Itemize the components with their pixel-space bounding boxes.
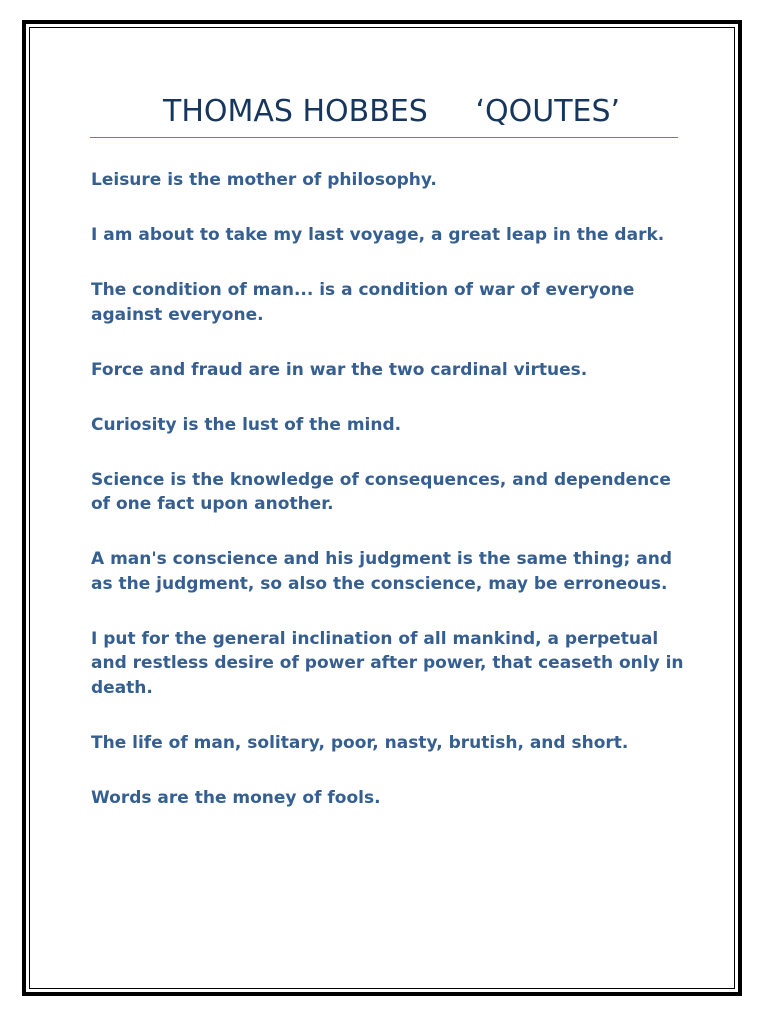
- quote-item: Force and fraud are in war the two cardinal virtues.: [91, 359, 588, 380]
- quote-item: A man's conscience and his judgment is the same thing; and as the judgment, so also the conscience, may be erroneous.: [91, 549, 673, 594]
- title-underline: [90, 137, 678, 138]
- quote-item: Words are the money of fools.: [91, 787, 381, 808]
- quote-item: The life of man, solitary, poor, nasty, brutish, and short.: [91, 732, 629, 753]
- quote-item: Science is the knowledge of consequences, and dependence of one fact upon another.: [91, 469, 671, 514]
- quote-item: Leisure is the mother of philosophy.: [91, 170, 437, 190]
- quote-list: [91, 168, 691, 841]
- page-title: THOMAS HOBBES ‘QOUTES’: [163, 94, 621, 129]
- quote-item: I am about to take my last voyage, a great leap in the dark.: [91, 225, 665, 245]
- quote-item: Curiosity is the lust of the mind.: [91, 414, 402, 435]
- quote-item: The condition of man... is a condition of war of everyone against everyone.: [91, 280, 635, 325]
- quote-item: I put for the general inclination of all mankind, a perpetual and restless desire of power after power, that ceaseth only in death.: [91, 628, 684, 698]
